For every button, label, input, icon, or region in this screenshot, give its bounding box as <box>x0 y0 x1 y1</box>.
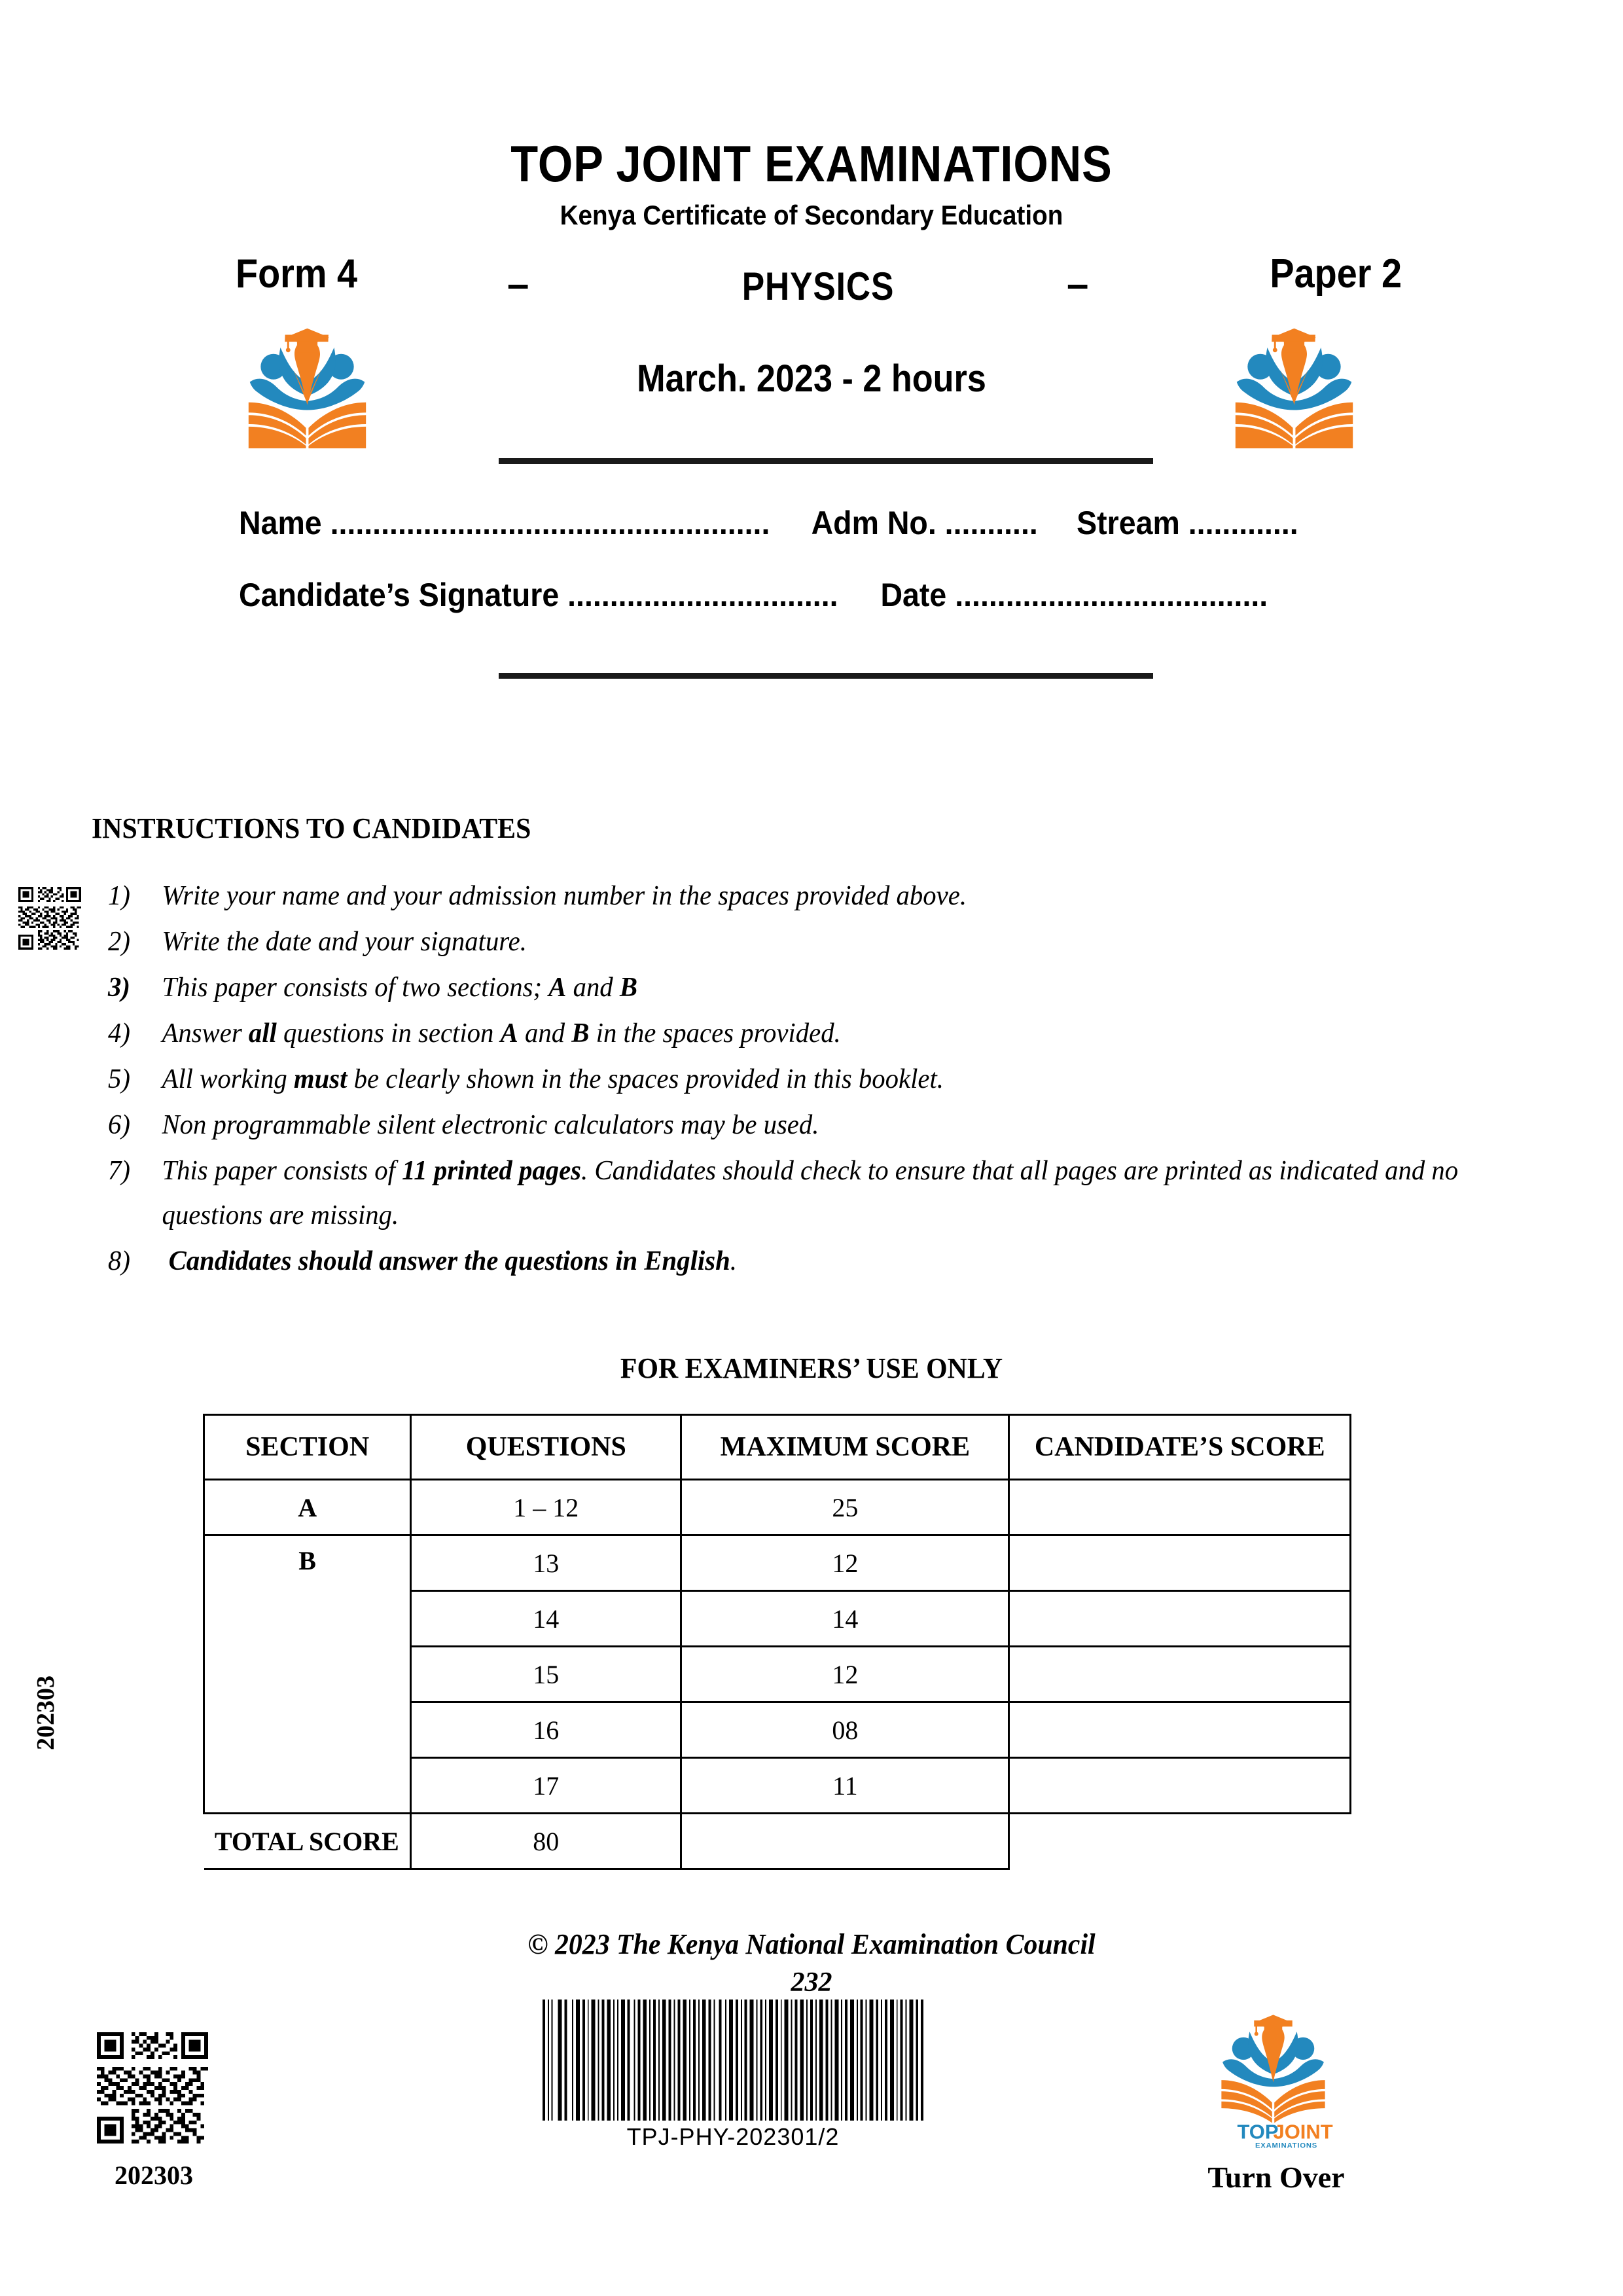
signature-input[interactable]: ................................ <box>567 577 838 613</box>
table-body <box>204 1480 1351 1869</box>
adm-no-label: Adm No. <box>811 505 936 541</box>
header-divider-top <box>499 458 1153 464</box>
cell-questions: 1 – 12 <box>411 1480 681 1535</box>
instruction-item-7 <box>108 1149 1492 1238</box>
logo-text-top: TOP <box>1237 2120 1279 2144</box>
instruction-number: 3) <box>108 973 130 1003</box>
cell-candidate-score[interactable] <box>1009 1702 1351 1758</box>
instruction-text: Answer all questions in section A and B in the spaces provided. <box>162 1018 841 1049</box>
instruction-number: 1) <box>108 881 130 911</box>
cell-max-score: 08 <box>681 1702 1009 1758</box>
qr-code-icon <box>18 887 81 950</box>
cell-max-score: 12 <box>681 1647 1009 1702</box>
instruction-text: Candidates should answer the questions in English. <box>168 1246 737 1276</box>
name-label: Name <box>239 505 322 541</box>
top-joint-logo-icon <box>1230 321 1358 448</box>
examiners-use-title: FOR EXAMINERS’ USE ONLY <box>620 1352 1003 1384</box>
paper-code: 232 <box>791 1967 832 1998</box>
subject-label: PHYSICS <box>741 264 895 308</box>
table-header-row <box>204 1415 1351 1480</box>
instruction-number: 6) <box>108 1110 130 1140</box>
instruction-item-5 <box>108 1057 1492 1102</box>
adm-no-input[interactable]: ........... <box>944 505 1038 541</box>
instruction-text: This paper consists of two sections; A and B <box>162 973 638 1003</box>
barcode-icon <box>540 2000 926 2121</box>
exam-body-title: TOP JOINT EXAMINATIONS <box>510 135 1113 192</box>
instruction-item-4 <box>108 1011 1492 1056</box>
cell-questions: 14 <box>411 1591 681 1647</box>
table-row <box>204 1535 1351 1591</box>
instruction-text: Non programmable silent electronic calculators may be used. <box>162 1110 819 1140</box>
certificate-subtitle: Kenya Certificate of Secondary Education <box>560 200 1063 230</box>
examiners-score-table <box>203 1414 1351 1870</box>
cell-max-score: 14 <box>681 1591 1009 1647</box>
instruction-item-3 <box>108 965 1492 1010</box>
header-divider-bottom <box>499 673 1153 679</box>
col-header-candidate-score: CANDIDATE’S SCORE <box>1009 1415 1351 1480</box>
cell-candidate-score[interactable] <box>1009 1591 1351 1647</box>
instruction-number: 8) <box>108 1246 130 1276</box>
copyright-notice: © 2023 The Kenya National Examination Council <box>527 1928 1096 1960</box>
cell-candidate-score[interactable] <box>1009 1758 1351 1814</box>
table-total-row <box>204 1814 1351 1869</box>
instructions-list <box>108 874 1535 1285</box>
cell-questions: 16 <box>411 1702 681 1758</box>
header-form-subject-row <box>196 245 1440 317</box>
turn-over-label: Turn Over <box>1207 2161 1345 2194</box>
col-header-max-score: MAXIMUM SCORE <box>681 1415 1009 1480</box>
barcode-value: TPJ-PHY-202301/2 <box>626 2123 840 2150</box>
side-paper-code: 202303 <box>32 1676 60 1750</box>
cell-questions: 13 <box>411 1535 681 1591</box>
qr-code-label: 202303 <box>115 2161 193 2190</box>
cell-total-label: TOTAL SCORE <box>204 1814 411 1869</box>
cell-max-score: 11 <box>681 1758 1009 1814</box>
cell-candidate-score[interactable] <box>1009 1647 1351 1702</box>
cell-total-candidate[interactable] <box>681 1814 1009 1869</box>
instruction-number: 2) <box>108 927 130 957</box>
cell-questions: 17 <box>411 1758 681 1814</box>
dash-left: – <box>507 262 529 306</box>
logo-text-joint: JOINT <box>1273 2120 1333 2144</box>
stream-input[interactable]: ............. <box>1188 505 1298 541</box>
instruction-item-6 <box>108 1103 1492 1147</box>
name-input[interactable]: .................................................... <box>330 505 770 541</box>
cell-candidate-score[interactable] <box>1009 1480 1351 1535</box>
date-label: Date <box>880 577 947 613</box>
candidate-name-row <box>239 504 1414 542</box>
date-input[interactable]: ..................................... <box>955 577 1268 613</box>
cell-section: B <box>204 1535 411 1814</box>
cell-total-max: 80 <box>411 1814 681 1869</box>
top-joint-logo-icon <box>1203 2008 1344 2149</box>
instruction-item-2 <box>108 920 1492 964</box>
instruction-text: Write the date and your signature. <box>162 927 527 957</box>
instructions-heading: INSTRUCTIONS TO CANDIDATES <box>92 812 531 844</box>
cell-max-score: 25 <box>681 1480 1009 1535</box>
cell-candidate-score[interactable] <box>1009 1535 1351 1591</box>
cell-max-score: 12 <box>681 1535 1009 1591</box>
stream-label: Stream <box>1077 505 1180 541</box>
instruction-item-8 <box>108 1239 1492 1283</box>
cell-section: A <box>204 1480 411 1535</box>
instruction-number: 7) <box>108 1156 130 1186</box>
instruction-number: 4) <box>108 1018 130 1049</box>
instruction-item-1 <box>108 874 1492 918</box>
table-row <box>204 1480 1351 1535</box>
form-label: Form 4 <box>236 251 358 296</box>
dash-right: – <box>1067 262 1089 306</box>
col-header-section: SECTION <box>204 1415 411 1480</box>
cell-questions: 15 <box>411 1647 681 1702</box>
instruction-text: This paper consists of 11 printed pages. Candidates should check to ensure that all pages are printed as indicated and no questions are missing. <box>162 1156 1459 1230</box>
barcode-block <box>540 2000 926 2151</box>
instruction-text: All working must be clearly shown in the spaces provided in this booklet. <box>162 1064 944 1094</box>
candidate-signature-row <box>239 576 1414 614</box>
instruction-text: Write your name and your admission number in the spaces provided above. <box>162 881 967 911</box>
signature-label: Candidate’s Signature <box>239 577 560 613</box>
col-header-questions: QUESTIONS <box>411 1415 681 1480</box>
qr-code-icon <box>97 2032 208 2144</box>
exam-session-label: March. 2023 - 2 hours <box>637 357 986 400</box>
logo-text-examinations: EXAMINATIONS <box>1255 2142 1318 2149</box>
top-joint-logo-icon <box>243 321 371 448</box>
paper-label: Paper 2 <box>1270 251 1402 296</box>
instruction-number: 5) <box>108 1064 130 1094</box>
